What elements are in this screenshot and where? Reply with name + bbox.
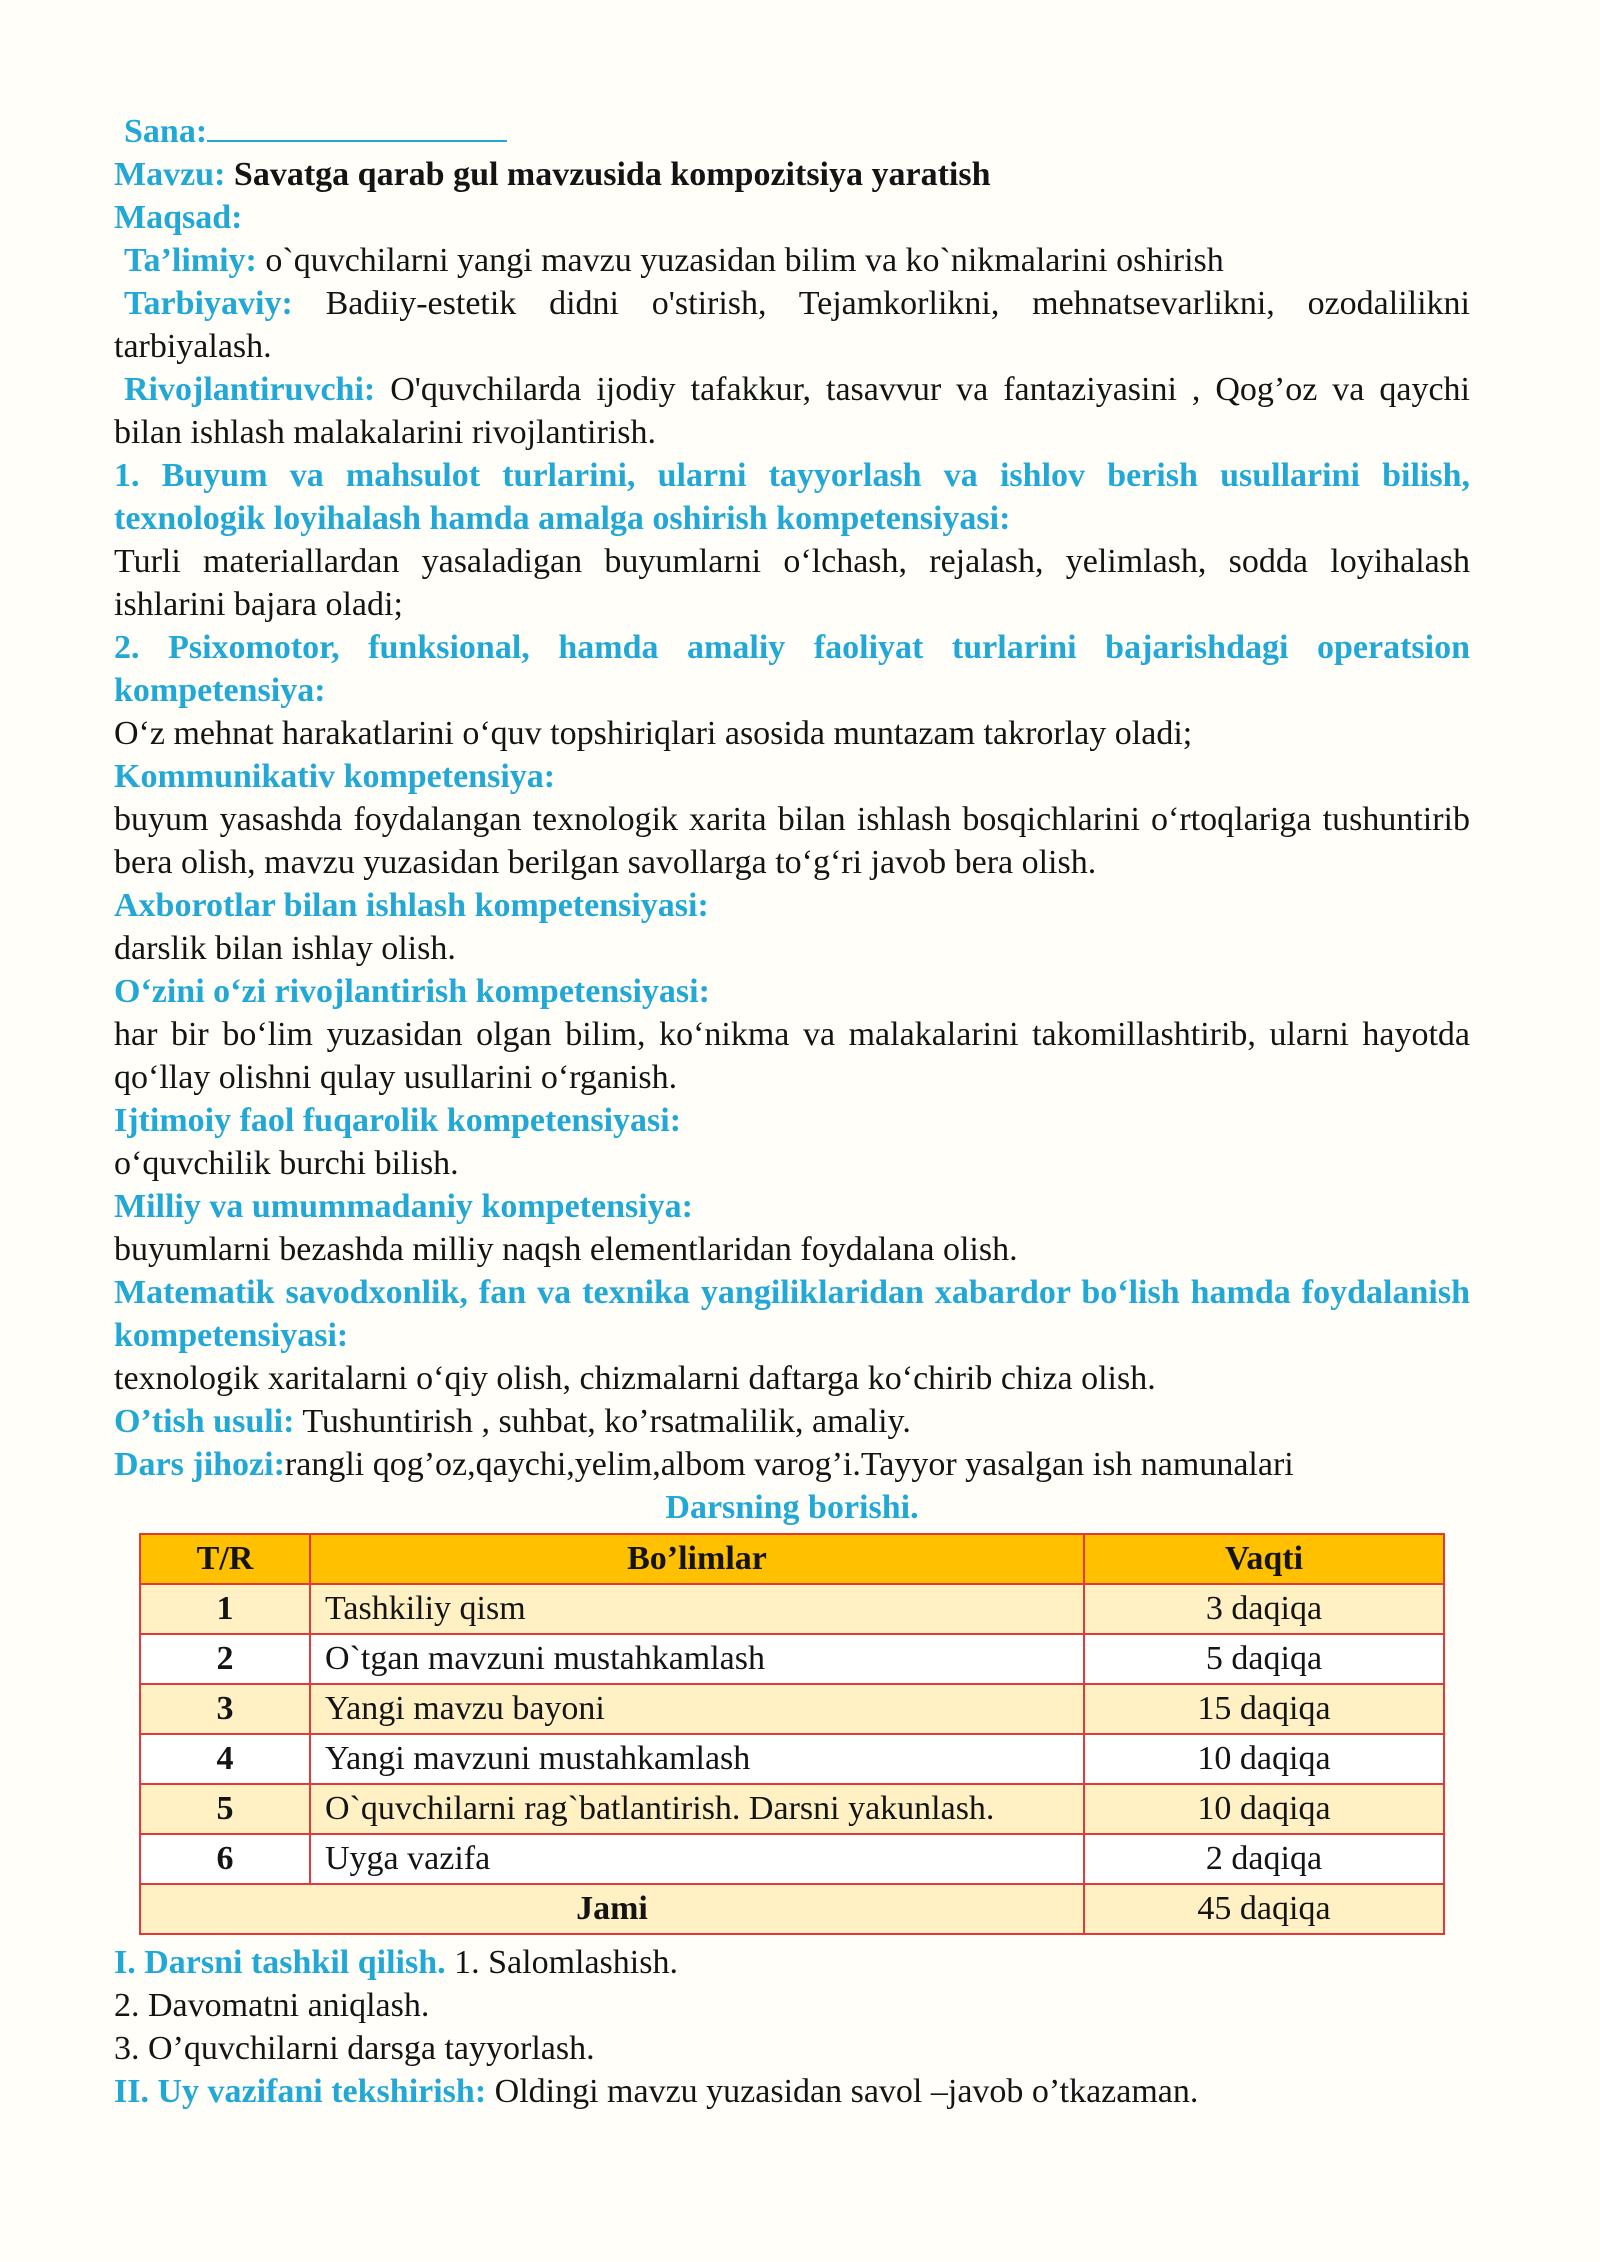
topic-value: Savatga qarab gul mavzusida kompozitsiya yaratish: [225, 156, 991, 193]
date-line: [114, 110, 1470, 153]
competency-title: 1. Buyum va mahsulot turlarini, ularni tayyorlash va ishlov berish usullarini bilish, texnologik loyihalash hamda amalga oshirish kompetensiyasi:: [114, 457, 1470, 537]
topic-line: [114, 153, 1470, 196]
competency-title: Matematik savodxonlik, fan va texnika yangiliklaridan xabardor bo‘lish hamda foydalanish kompetensiyasi:: [114, 1274, 1470, 1354]
step-attendance: 2. Davomatni aniqlash.: [114, 1987, 430, 2024]
lesson-schedule-table: [139, 1533, 1445, 1935]
developmental-goal-label: Rivojlantiruvchi:: [124, 371, 376, 408]
competency-text: buyumlarni bezashda milliy naqsh elementlaridan foydalana olish.: [114, 1231, 1018, 1268]
step-organize-label: I. Darsni tashkil qilish.: [114, 1944, 446, 1981]
step-prepare: 3. O’quvchilarni darsga tayyorlash.: [114, 2030, 595, 2067]
competency-text: buyum yasashda foydalangan texnologik xarita bilan ishlash bosqichlarini o‘rtoqlariga tushuntirib bera olish, mavzu yuzasidan berilgan savollarga to‘g‘ri javob bera olish.: [114, 801, 1470, 881]
date-blank: [207, 110, 507, 142]
step-organize-text: 1. Salomlashish.: [445, 1944, 678, 1981]
educational-goal-text: o`quvchilarni yangi mavzu yuzasidan bilim va ko`nikmalarini oshirish: [256, 242, 1224, 279]
table-row: 1 Tashkiliy qism 3 daqiqa: [140, 1584, 1444, 1634]
teaching-method: [114, 1400, 1470, 1443]
lesson-equipment-text: rangli qog’oz,qaychi,yelim,albom varog’i.Tayyor yasalgan ish namunalari: [284, 1446, 1294, 1483]
competency-title: 2. Psixomotor, funksional, hamda amaliy faoliyat turlarini bajarishdagi operatsion kompetensiya:: [114, 629, 1470, 709]
table-row: 5 O`quvchilarni rag`batlantirish. Darsni yakunlash. 10 daqiqa: [140, 1784, 1444, 1834]
total-label: Jami: [140, 1884, 1084, 1934]
table-row: 6 Uyga vazifa 2 daqiqa: [140, 1834, 1444, 1884]
table-total-row: [140, 1884, 1444, 1934]
header-time: Vaqti: [1084, 1534, 1444, 1584]
teaching-method-text: Tushuntirish , suhbat, ko’rsatmalilik, amaliy.: [294, 1403, 911, 1440]
goal-heading: Maqsad:: [114, 199, 243, 236]
header-sections: Bo’limlar: [310, 1534, 1084, 1584]
competency-title: Milliy va umummadaniy kompetensiya:: [114, 1188, 693, 1225]
topic-label: Mavzu:: [114, 156, 226, 193]
date-label: Sana:: [124, 113, 208, 150]
step-homework-check: [114, 2070, 1470, 2113]
developmental-goal-text: O'quvchilarda ijodiy tafakkur, tasavvur va fantaziyasini , Qog’oz va qaychi bilan ishlash malakalarini rivojlantirish.: [114, 371, 1470, 451]
header-number: T/R: [140, 1534, 310, 1584]
table-row: 3 Yangi mavzu bayoni 15 daqiqa: [140, 1684, 1444, 1734]
step-homework-label: II. Uy vazifani tekshirish:: [114, 2073, 487, 2110]
competency-text: Turli materiallardan yasaladigan buyumlarni o‘lchash, rejalash, yelimlash, sodda loyihalash ishlarini bajara oladi;: [114, 543, 1470, 623]
competency-title: Axborotlar bilan ishlash kompetensiyasi:: [114, 887, 709, 924]
table-header-row: [140, 1534, 1444, 1584]
step-organize: [114, 1941, 1470, 1984]
lesson-plan: [114, 110, 1470, 1529]
competency-title: O‘zini o‘zi rivojlantirish kompetensiyasi:: [114, 973, 710, 1010]
educational-goal-label: Ta’limiy:: [124, 242, 257, 279]
developmental-goal: [114, 368, 1470, 454]
teaching-method-label: O’tish usuli:: [114, 1403, 295, 1440]
competency-title: Ijtimoiy faol fuqarolik kompetensiyasi:: [114, 1102, 682, 1139]
table-row: 2 O`tgan mavzuni mustahkamlash 5 daqiqa: [140, 1634, 1444, 1684]
upbringing-goal: [114, 282, 1470, 368]
lesson-equipment-label: Dars jihozi:: [114, 1446, 285, 1483]
competency-text: darslik bilan ishlay olish.: [114, 930, 456, 967]
total-time: 45 daqiqa: [1084, 1884, 1444, 1934]
competency-text: o‘quvchilik burchi bilish.: [114, 1145, 459, 1182]
step-homework-text: Oldingi mavzu yuzasidan savol –javob o’tkazaman.: [486, 2073, 1199, 2110]
lesson-steps: [114, 1941, 1470, 2113]
competency-text: O‘z mehnat harakatlarini o‘quv topshiriqlari asosida muntazam takrorlay oladi;: [114, 715, 1193, 752]
competency-text: har bir bo‘lim yuzasidan olgan bilim, ko‘nikma va malakalarini takomillashtirib, ularni hayotda qo‘llay olishni qulay usullarini o‘rganish.: [114, 1016, 1470, 1096]
educational-goal: [114, 239, 1470, 282]
table-row: 4 Yangi mavzuni mustahkamlash 10 daqiqa: [140, 1734, 1444, 1784]
lesson-flow-heading: Darsning borishi.: [665, 1489, 919, 1526]
competency-title: Kommunikativ kompetensiya:: [114, 758, 556, 795]
lesson-equipment: [114, 1443, 1470, 1486]
competency-text: texnologik xaritalarni o‘qiy olish, chizmalarni daftarga ko‘chirib chiza olish.: [114, 1360, 1156, 1397]
upbringing-goal-label: Tarbiyaviy:: [124, 285, 293, 322]
upbringing-goal-text: Badiiy-estetik didni o'stirish, Tejamkorlikni, mehnatsevarlikni, ozodalilikni tarbiyalash.: [114, 285, 1470, 365]
